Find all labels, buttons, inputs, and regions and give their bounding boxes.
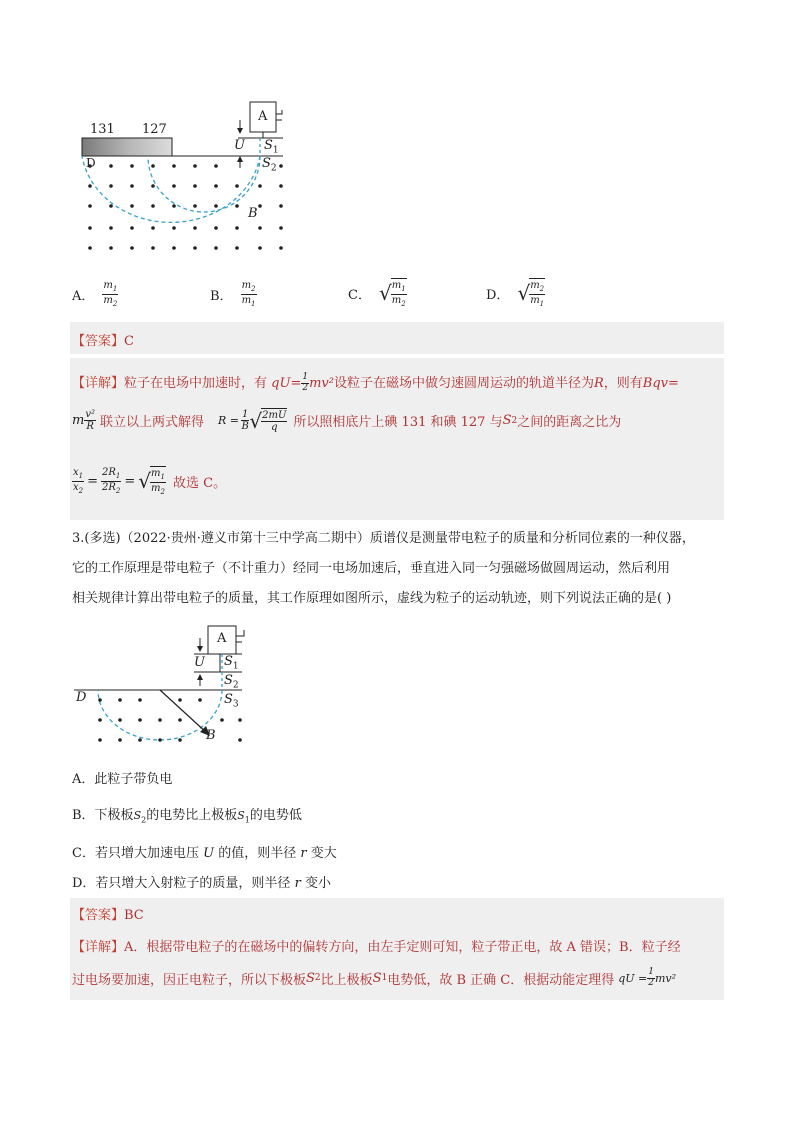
sqrt-fraction: √ $\frac{m_1}{m_2}$ bbox=[378, 280, 406, 308]
label-U: U bbox=[194, 655, 205, 670]
detail-line-2: m $\frac{\text{v²}}{R}$ 联立以上两式解得 R = $\frac{1}{B}$ √ $\frac{2mU}{q}$ 所以照相底片上碘 131 和碘 127 与 S 2 之间的距离之比为 bbox=[72, 408, 622, 433]
label-U: U bbox=[234, 138, 245, 153]
label-D: D bbox=[76, 690, 87, 705]
q3-line-2: 它的工作原理是带电粒子（不计重力）经同一电场加速后，垂直进入同一匀强磁场做圆周运动，然后利用 bbox=[72, 561, 671, 576]
label-S3: $S_3$ bbox=[224, 692, 239, 710]
option-letter: A． bbox=[72, 288, 95, 304]
label-S2: $S_2$ bbox=[262, 156, 277, 174]
label-131: 131 bbox=[90, 122, 115, 137]
label-S2: $S_2$ bbox=[224, 673, 239, 691]
q2-options bbox=[72, 272, 712, 314]
figure-2 bbox=[72, 622, 262, 752]
option-letter: D． bbox=[486, 287, 510, 303]
detail-line-3: $\frac{x_1}{x_2}$ = $\frac{2R_1}{2R_2}$ = √ $\frac{m_1}{m_2}$ 故选 C。 bbox=[73, 467, 227, 496]
answer-tag: 【答案】 bbox=[72, 908, 125, 923]
fraction: $\frac{m_2}{m_1}$ bbox=[241, 280, 256, 308]
q3-detail-line-1: 【详解】A．根据带电粒子的在磁场中的偏转方向，由左手定则可知，粒子带正电，故 A 错误；B．粒子经 bbox=[72, 940, 681, 955]
q2-detail-panel bbox=[70, 358, 724, 520]
q2-option-d[interactable] bbox=[486, 278, 545, 308]
label-B: B bbox=[248, 206, 258, 221]
label-A: A bbox=[217, 631, 227, 646]
magnetic-field-dots bbox=[98, 698, 242, 742]
answer-value: C bbox=[124, 334, 134, 349]
answer-tag: 【答案】 bbox=[72, 334, 125, 349]
q3-option-d[interactable]: D．若只增大入射粒子的质量，则半径 r 变小 bbox=[72, 876, 331, 891]
trajectory-outer bbox=[82, 156, 260, 222]
detail-tag: 【详解】 bbox=[72, 376, 125, 391]
q3-stem bbox=[72, 524, 752, 614]
option-letter: B． bbox=[210, 288, 233, 304]
trajectory-inner bbox=[148, 156, 260, 212]
q3-line-1: 3.(多选)（2022·贵州·遵义市第十三中学高二期中）质谱仪是测量带电粒子的质量和分析同位素的一种仪器， bbox=[72, 531, 695, 546]
label-D: D bbox=[86, 156, 96, 170]
label-A: A bbox=[258, 109, 268, 124]
q3-option-a[interactable]: A．此粒子带负电 bbox=[72, 772, 173, 787]
q2-answer-panel bbox=[70, 322, 724, 354]
photo-film-plate bbox=[82, 138, 172, 156]
answer-value: BC bbox=[124, 908, 144, 923]
q2-option-c[interactable] bbox=[348, 278, 407, 308]
label-B: B bbox=[206, 728, 216, 743]
q2-option-a[interactable] bbox=[72, 280, 118, 308]
q3-detail-line-2: 过电场要加速，因正电粒子，所以下极板 S 2 比上极板 S 1 电势低，故 B 正确 C．根据动能定理得 qU = $\frac{1}{2}$ mv² bbox=[72, 967, 677, 988]
option-letter: C． bbox=[348, 287, 371, 303]
q3-line-3: 相关规律计算出带电粒子的质量，其工作原理如图所示，虚线为粒子的运动轨迹，则下列说法正确的是( ) bbox=[72, 591, 672, 606]
label-127: 127 bbox=[142, 122, 167, 137]
q2-option-b[interactable] bbox=[210, 280, 257, 308]
label-S1: $S_1$ bbox=[264, 138, 279, 156]
sqrt-fraction: √ $\frac{m_2}{m_1}$ bbox=[517, 280, 545, 308]
fraction: $\frac{m_1}{m_2}$ bbox=[103, 280, 118, 308]
q3-option-c[interactable]: C．若只增大加速电压 U 的值，则半径 r 变大 bbox=[72, 846, 337, 861]
detail-line-1: 【详解】粒子在电场中加速时，有 qU= $\frac{1}{2}$ mv²设粒子在磁场中做匀速圆周运动的轨道半径为R，则有Bqv= bbox=[72, 372, 679, 393]
label-S1: $S_1$ bbox=[224, 654, 239, 672]
q3-option-b[interactable]: B．下极板$S_2$的电势比上极板$S_1$的电势低 bbox=[72, 808, 302, 825]
figure-1 bbox=[78, 98, 308, 260]
q3-answer-panel bbox=[70, 898, 724, 1000]
